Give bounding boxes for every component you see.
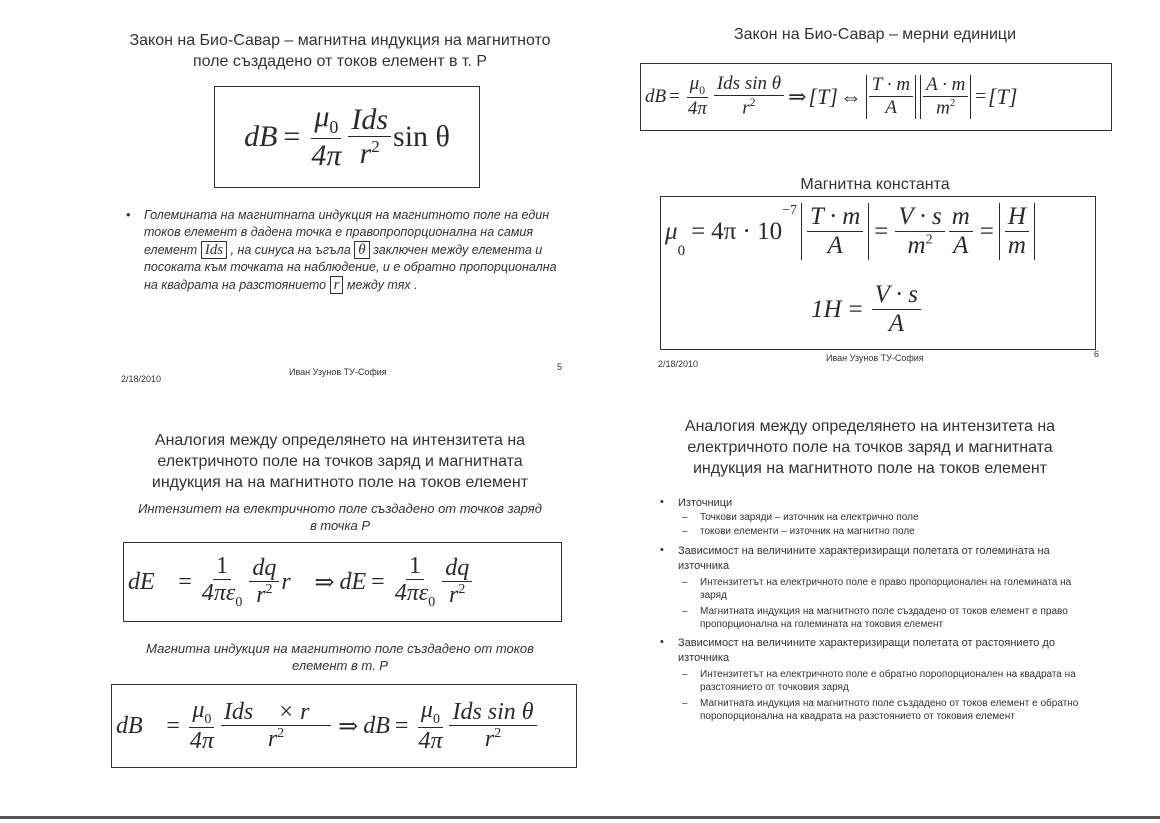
- bullet-text-part2: , на синуса на ъгъла: [230, 243, 351, 257]
- e-eq-2: =: [371, 568, 385, 595]
- slide-7-title: [110, 430, 570, 493]
- constant-bracket: [801, 203, 869, 260]
- slide-6-date: 2/18/2010: [658, 359, 699, 369]
- units-m-exp: 2: [949, 96, 956, 109]
- slide-5-title: [100, 30, 580, 72]
- units-am: A · m: [923, 75, 968, 97]
- sub-item-text: Интензитетът на електричното поле е право пропорционален на големината на заряд: [700, 577, 1072, 601]
- sub-dash: –: [682, 669, 688, 680]
- four-pi: 4π: [311, 139, 342, 173]
- sub-item-text: Магнитната индукция на магнитното поле създадено от токов елемент е обратно поропорционална на квадрата на разстоянието от токовия елемент: [700, 698, 1079, 722]
- e-eps-sub-2: 0: [428, 595, 436, 611]
- e-eps-sub: 0: [235, 595, 243, 611]
- b-four-pi: 4π: [189, 727, 214, 754]
- slide-5-date: 2/18/2010: [121, 374, 162, 384]
- e-r-2: r: [449, 581, 459, 608]
- slide-6-author: Иван Узунов ТУ-София: [826, 353, 924, 363]
- mu-symbol: μ: [314, 100, 330, 134]
- units-tesla-1: [T]: [808, 84, 838, 109]
- constant-m-2-exp: 2: [925, 232, 933, 248]
- bullet-dot: •: [660, 544, 664, 556]
- b-mu-sub-2: 0: [432, 711, 440, 727]
- sub-item-text: Интензитетът на електричното поле е обратно поропорционален на квадрата на разстоянието от точковия заряд: [700, 669, 1076, 693]
- r-denominator: r: [359, 136, 372, 170]
- units-tesla-2: [T]: [988, 84, 1018, 109]
- sub1-line1: Интензитет на електричното поле създадено от точков заряд: [138, 501, 542, 516]
- slide-8-title-line1: Аналогия между определянето на интензитета на: [684, 418, 1056, 435]
- sub-dash: –: [682, 577, 688, 588]
- electric-field-formula-box: [123, 542, 562, 622]
- units-coefficient: [685, 74, 710, 120]
- slide-6-subtitle: Магнитна константа: [800, 176, 950, 193]
- constant-a-1: A: [827, 231, 843, 259]
- henry-lhs: 1H: [811, 295, 842, 323]
- slide-7-subtitle-1: [110, 500, 570, 534]
- units-ids-sin: Ids sin θ: [714, 74, 784, 96]
- e-dq: dq: [249, 555, 279, 582]
- units-four-pi: 4π: [687, 98, 707, 120]
- b-four-pi-2: 4π: [418, 727, 443, 754]
- slide-5-bullet: [126, 207, 566, 294]
- list-item: [658, 544, 1098, 631]
- units-a: A: [885, 97, 897, 119]
- r-boxed: r: [330, 276, 344, 294]
- constant-mu: μ: [665, 217, 678, 245]
- sub2-line2: елемент в т. Р: [292, 658, 388, 673]
- magnetic-constant-box: [660, 196, 1096, 350]
- sub-list-item: [678, 511, 1098, 525]
- e-implies: ⇒: [314, 569, 335, 596]
- e-eq-1: =: [178, 568, 192, 595]
- sub-item-text: Магнитната индукция на магнитното поле създадено от токов елемент е право пропорционална на големината на токовия елемент: [700, 606, 1068, 630]
- constant-mu-sub: 0: [677, 243, 686, 260]
- formula-sin: sin θ: [393, 120, 450, 153]
- slide-7-title-line2: електричното поле на точков заряд и магнитната: [157, 453, 523, 470]
- e-one: 1: [213, 553, 231, 580]
- slide-7-subtitle-2: [110, 640, 570, 674]
- mu-subscript: 0: [329, 117, 339, 138]
- slide-8-title-line2: електричното поле на точков заряд и магнитната: [687, 439, 1053, 456]
- b-mu: μ: [192, 696, 205, 723]
- units-mu: μ: [689, 73, 700, 95]
- formula-equals: =: [283, 120, 301, 153]
- units-m: m: [936, 97, 950, 119]
- e-lhs: dE⃗: [128, 568, 174, 595]
- magnetic-induction-formula-box: [111, 684, 577, 768]
- units-mu-sub: 0: [699, 82, 706, 97]
- b-ids-sin: Ids sin θ: [449, 699, 536, 726]
- slide-5-title-line1: Закон на Био-Савар – магнитна индукция на магнитното: [129, 32, 551, 49]
- constant-eq-3: =: [979, 217, 994, 245]
- sub-dash: –: [682, 512, 688, 523]
- b-lhs: dB⃗: [116, 712, 162, 739]
- b-implies: ⇒: [338, 713, 359, 740]
- b-mu-sub: 0: [204, 711, 212, 727]
- slide-5-author: Иван Узунов ТУ-София: [289, 367, 387, 377]
- units-tm: T · m: [869, 75, 913, 97]
- e-lhs-2: dE: [339, 568, 367, 595]
- constant-line-1: [665, 203, 1035, 260]
- list-item-text: Източници: [678, 497, 733, 509]
- constant-vs: V · s: [895, 203, 944, 232]
- e-r-exp-2: 2: [458, 581, 466, 597]
- slide-8-bullet-list: [658, 496, 1098, 723]
- slide-7-title-line1: Аналогия между определянето на интензитета на: [154, 432, 526, 449]
- sub2-line1: Магнитна индукция на магнитното поле създадено от токов: [146, 641, 534, 656]
- constant-h: H: [1005, 203, 1029, 232]
- units-ids-fraction: [714, 74, 784, 119]
- slide-8-title: [650, 416, 1090, 479]
- e-four-pi-eps-2: 4πε: [394, 580, 429, 607]
- formula-ids-fraction: [348, 103, 391, 172]
- b-r-exp: 2: [277, 725, 285, 741]
- sub-dash: –: [682, 606, 688, 617]
- units-r-exp: 2: [749, 95, 756, 110]
- sub-item-text: Точкови заряди – източник на електрично поле: [700, 512, 919, 523]
- constant-bracket-2: [999, 203, 1035, 260]
- formula-coefficient: [308, 100, 344, 173]
- slide-6-page-number: 6: [1094, 349, 1100, 359]
- slide-5-title-line2: поле създадено от токов елемент в т. Р: [192, 53, 488, 70]
- b-lhs-2: dB: [363, 712, 390, 739]
- henry-vs: V · s: [872, 281, 921, 310]
- b-mu-2: μ: [420, 696, 433, 723]
- units-eq-2: =: [975, 86, 987, 107]
- units-r: r: [742, 97, 750, 119]
- b-r-2: r: [484, 725, 495, 752]
- constant-four-pi-ten: 4π · 10: [711, 217, 783, 245]
- bullet-text-part3: заключен между елемента и посоката към точката на наблюдение, и е обратно пропорционална на квадрата на разстоянието: [144, 243, 557, 292]
- b-r: r: [267, 725, 278, 752]
- units-eq: =: [669, 86, 680, 107]
- sub-item-text: токови елементи – източник на магнитно поле: [700, 526, 915, 537]
- sub1-line2: в точка Р: [309, 518, 371, 533]
- units-implies: ⇒: [788, 84, 807, 109]
- constant-m-den: m: [1007, 231, 1026, 259]
- units-formula-box: [640, 63, 1112, 131]
- slide-6-title: Закон на Био-Савар – мерни единици: [733, 26, 1016, 43]
- e-dq-2: dq: [442, 555, 472, 582]
- sub-list-item: [678, 668, 1098, 694]
- b-eq-1: =: [166, 712, 180, 739]
- list-item-text: Зависимост на величините характеризиращи полетата от растоянието до източника: [678, 637, 1055, 664]
- b-eq-2: =: [394, 712, 409, 739]
- scan-edge: [0, 816, 1160, 819]
- bullet-text-part1: Големината на магнитната индукция на магнитното поле на един токов елемент в дадена точка е правопропорционална на самия елемент: [144, 208, 550, 257]
- constant-m-2: m: [907, 231, 926, 259]
- sub-dash: –: [682, 526, 688, 537]
- sub-list-item: [678, 576, 1098, 602]
- formula-lhs: dB: [244, 120, 278, 153]
- units-iff: ⇔: [839, 84, 862, 109]
- sub-list-item: [678, 605, 1098, 631]
- constant-eq-2: =: [874, 217, 889, 245]
- units-bracket-2: [920, 75, 971, 119]
- constant-exponent: −7: [782, 203, 798, 218]
- e-r-exp: 2: [265, 581, 273, 597]
- constant-line-2: [811, 281, 923, 338]
- sub-list-item: [678, 697, 1098, 723]
- constant-eq-1: =: [691, 217, 706, 245]
- constant-m-num: m: [949, 203, 973, 232]
- ids-boxed: Ids: [201, 241, 227, 259]
- slide-8-title-line3: индукция на магнитното поле на токов елемент: [692, 460, 1047, 477]
- e-one-2: 1: [406, 553, 424, 580]
- r-exponent: 2: [371, 136, 380, 156]
- slide-7-title-line3: индукция на на магнитното поле на токов елемент: [151, 474, 529, 491]
- e-r-vector: r⃗: [281, 568, 310, 595]
- constant-a-2: A: [953, 231, 969, 259]
- bullet-dot: •: [660, 496, 664, 508]
- b-r-exp-2: 2: [494, 725, 502, 741]
- bullet-dot: •: [126, 208, 131, 222]
- list-item: [658, 496, 1098, 539]
- henry-eq: =: [848, 295, 863, 323]
- theta-boxed: θ: [354, 241, 369, 259]
- sub-list-item: [678, 525, 1098, 539]
- slide-5-page-number: 5: [557, 362, 563, 372]
- e-four-pi-eps: 4πε: [201, 580, 236, 607]
- bullet-text-part4: между тях .: [346, 278, 418, 292]
- bullet-dot: •: [660, 636, 664, 648]
- b-cross-product: Ids⃗ × r⃗: [221, 699, 331, 726]
- list-item-text: Зависимост на величините характеризиращи полетата от големината на източника: [678, 545, 1050, 572]
- units-lhs: dB: [645, 86, 667, 107]
- units-bracket-1: [866, 75, 916, 119]
- list-item: [658, 636, 1098, 723]
- henry-a: A: [888, 309, 904, 337]
- constant-tm: T · m: [807, 203, 863, 232]
- sub-dash: –: [682, 698, 688, 709]
- ids-numerator: Ids: [348, 103, 391, 137]
- biot-savart-formula-box: [214, 86, 480, 188]
- e-r: r: [256, 581, 266, 608]
